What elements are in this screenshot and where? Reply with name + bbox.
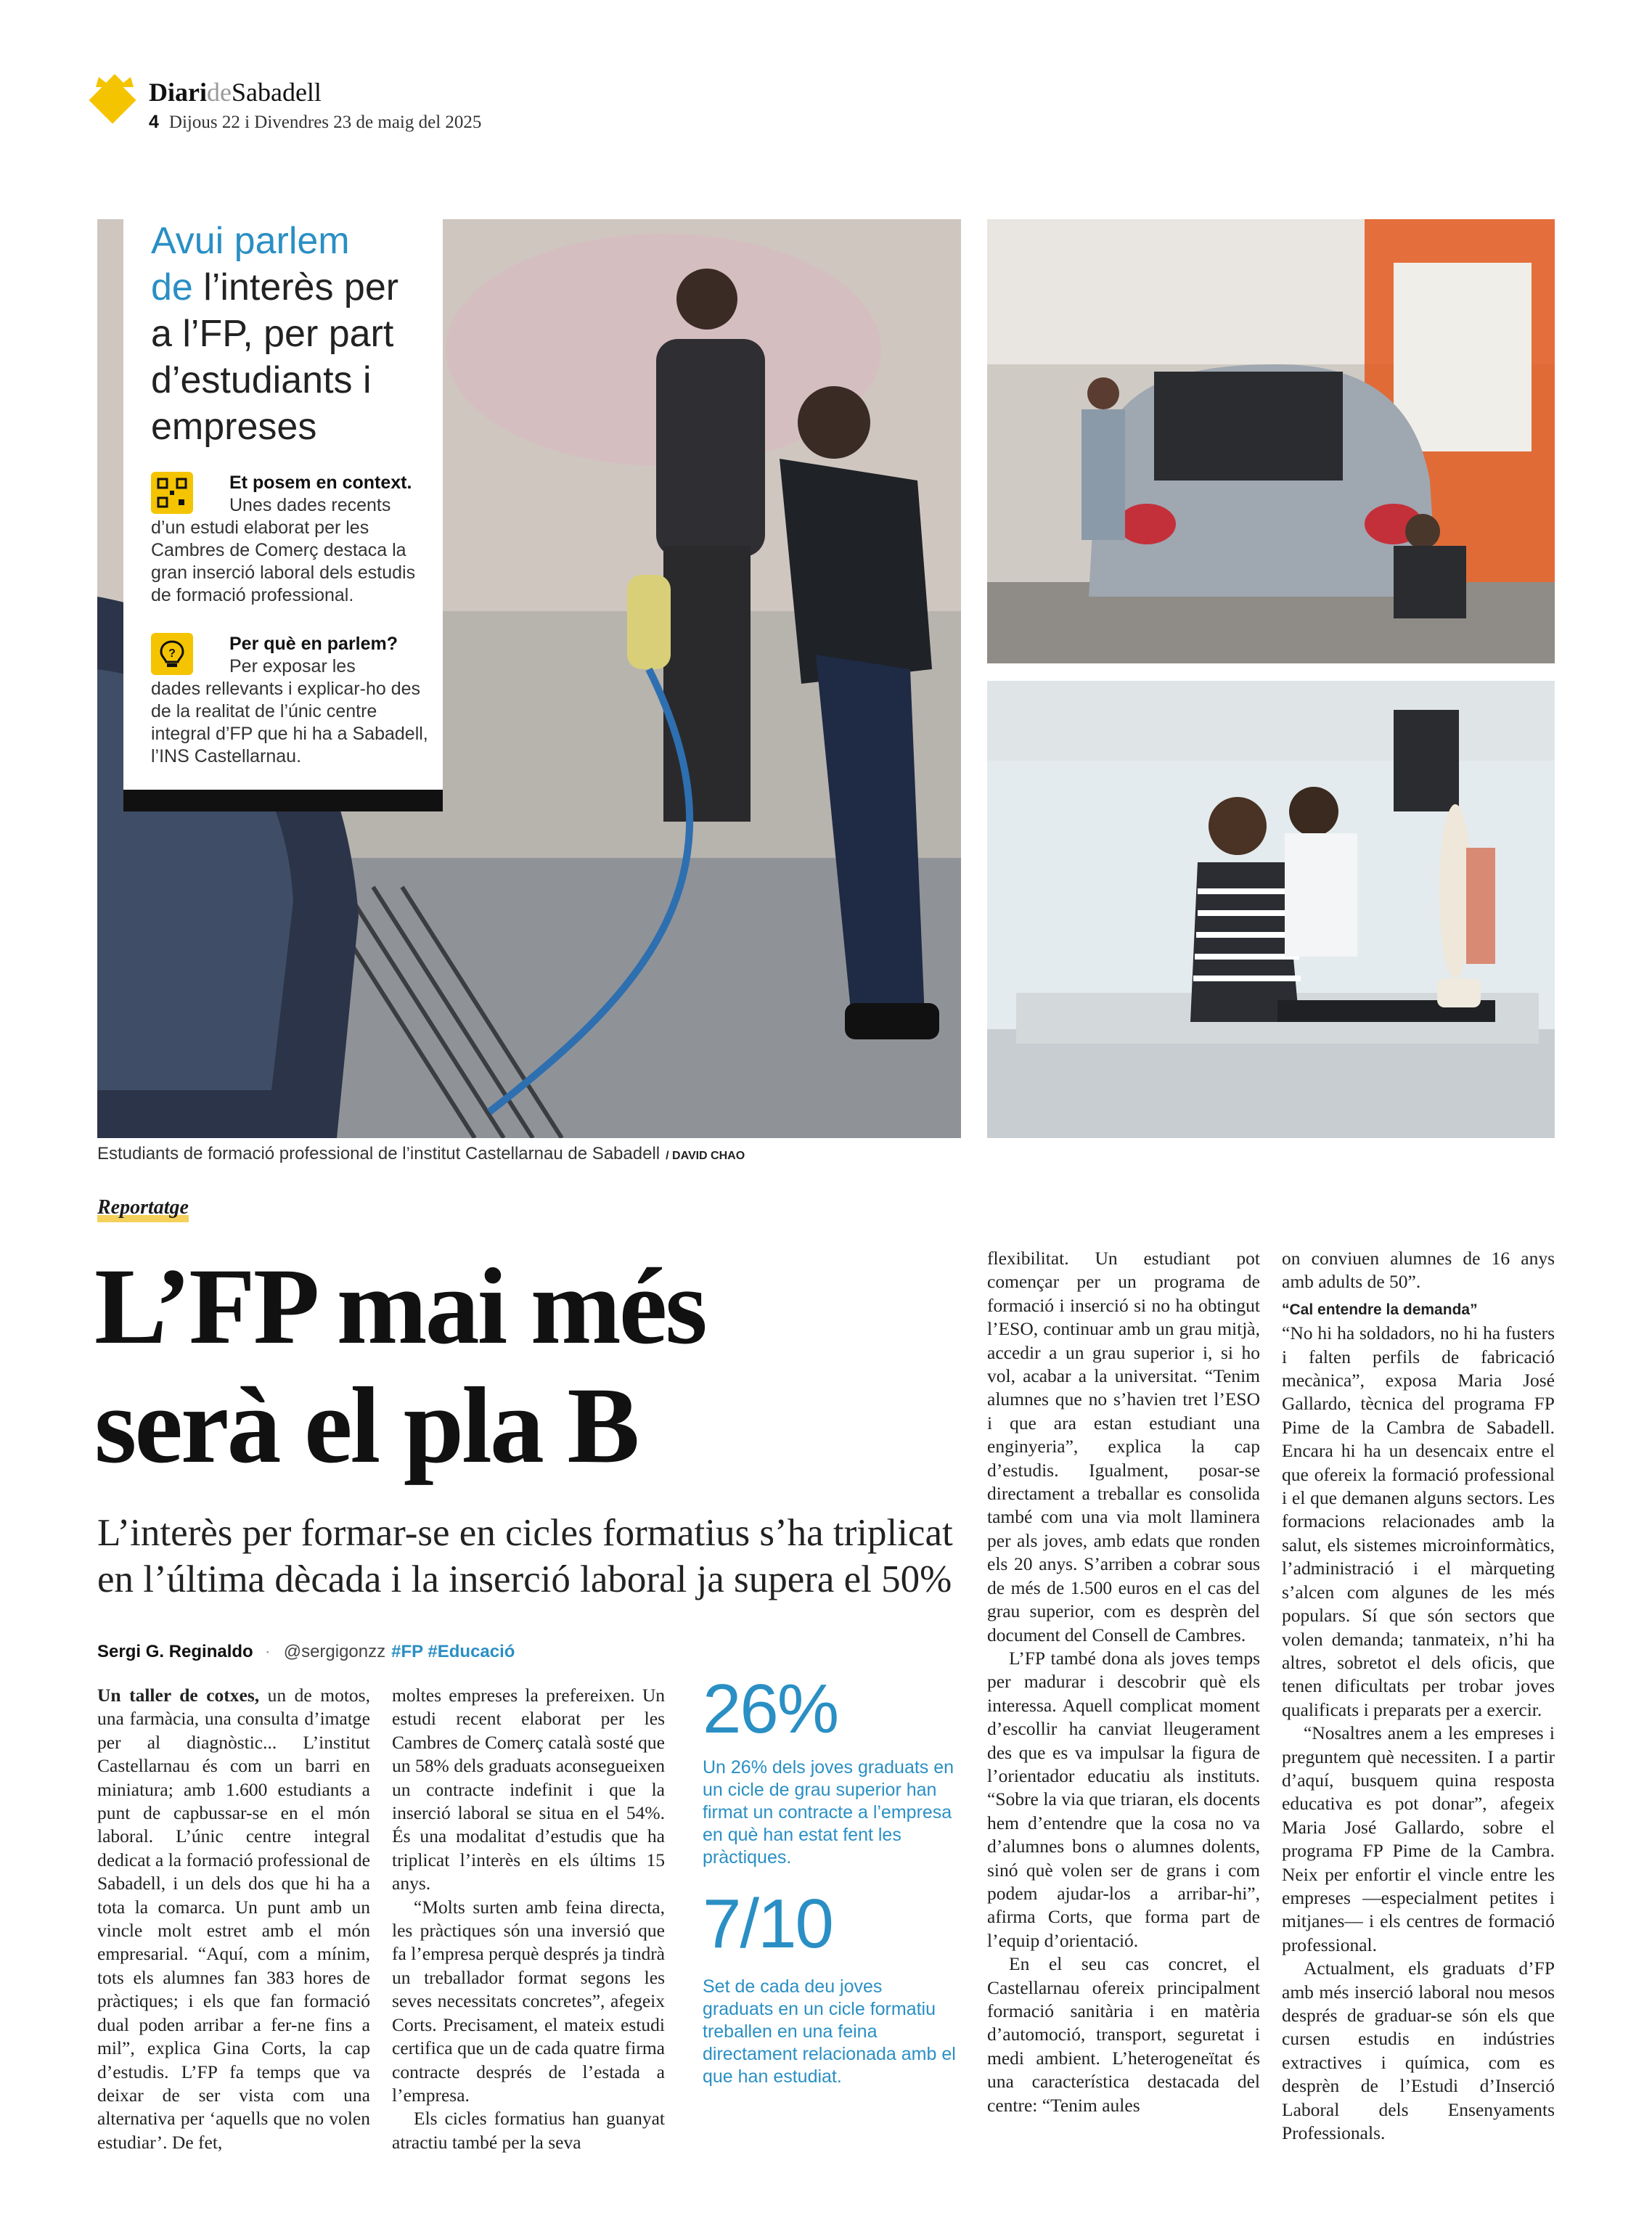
- topic-tags[interactable]: #FP #Educació: [391, 1642, 515, 1661]
- article-column-3: flexibilitat. Un estudiant pot començar per un programa de formació i inserció si no ha obtingut l’ESO, continuar amb un grau mitjà, accedir a un grau superior i, si ho vol, acabar a la universitat. “Tenim alumnes que no s’havien tret l’ESO i que ara estan estudiant una enginyeria”, explica la cap d’estudis. Igualment, posar-se directament a treballar es consolida també com una via molt llaminera per als joves, amb edats que ronden els 20 anys. S’arriben a cobrar sous de més de 1.500 euros en el cas del grau superior, com es desprèn del document del Consell de Cambres. L’FP també dona als joves temps per madurar i descobrir què els interessa. Aquell complicat moment d’escollir ha canviat lleugerament des que es va impulsar la figura de l’orientador educatiu als instituts. “Sobre la via que triaran, els docents hem d’entendre que la cosa no va d’alumnes bons o alumnes dolents, sinó què volen ser de grans i com podem ajudar-los a arribar-hi”, afirma Corts, que forma part de l’equip d’orientació. En el seu cas concret, el Castellarnau ofereix principalment formació sanitària i en matèria d’automoció, transport, seguretat i medi ambient. L’heterogeneïtat és una característica destacada del centre: “Tenim aules: [987, 1248, 1260, 2116]
- subheadline: L’interès per formar-se en cicles formatius s’ha triplicat en l’última dècada i la inserció laboral ja supera el 50%: [97, 1512, 953, 1600]
- byline: Sergi G. Reginaldo · @sergigonzz #FP #Educació: [97, 1642, 515, 1661]
- article-column-1: Un taller de cotxes, un de motos, una farmàcia, una consulta d’imatge per al diagnòstic... L’institut Castellarnau és com un barri en miniatura; amb 1.600 estudiants a punt de capbussar-se en el món laboral. L’únic centre integral dedicat a la formació professional de Sabadell, i un dels dos que hi ha a tota la comarca. Un punt amb un vincle molt estret amb el món empresarial. “Aquí, com a mínim, tots els alumnes fan 383 hores de pràctiques; i els que fan formació dual poden arribar a fer-ne fins a mil”, explica Gina Corts, la cap d’estudis. L’FP fa temps que va deixar de ser vista com una alternativa per ‘aquells que no volen estudiar’. De fet,: [97, 1685, 370, 2153]
- article-column-2: moltes empreses la prefereixen. Un estudi recent elaborat per les Cambres de Comerç català sosté que un 58% dels graduats aconsegueixen un contracte indefinit i que la inserció laboral se situa en el 54%. És una modalitat d’estudis que ha triplicat l’interès en els últims 15 anys. “Molts surten amb feina directa, les pràctiques són una inversió que fa l’empresa perquè després ja tindrà un treballador format segons les seves necessitats concretes”, afegeix Corts. Precisament, el mateix estudi certifica que un de cada quatre firma contracte després de l’estada a l’empresa. Els cicles formatius han guanyat atractiu també per la seva: [392, 1685, 665, 2153]
- section-tag[interactable]: Reportatge: [97, 1201, 189, 1222]
- car-workshop-illustration: [987, 219, 1555, 663]
- stat-26-text: Un 26% dels joves graduats en un cicle de grau superior han firmat un contracte a l’empresa en què han estat fent les pràctiques.: [703, 1757, 954, 1868]
- photo-credit: / DAVID CHAO: [666, 1150, 745, 1162]
- stat-26-percent: 26%: [703, 1670, 838, 1748]
- health-classroom-illustration: [987, 681, 1555, 1138]
- context-item-1: Et posem en context. Unes dades recents d’un estudi elaborat per les Cambres de Comerç destaca la gran inserció laboral dels estudis de formació professional.: [151, 473, 416, 605]
- photo-car-workshop: [987, 219, 1555, 663]
- author-handle[interactable]: @sergigonzz: [283, 1642, 386, 1661]
- context-item-2: Per què en parlem? Per exposar les dades rellevants i explicar-ho des de la realitat de l’únic centre integral d’FP que hi ha a Sabadell, l’INS Castellarnau.: [151, 634, 428, 766]
- page-number: 4: [149, 112, 159, 132]
- context-title: Avui parlem de l’interès per a l’FP, per part d’estudiants i empreses: [151, 220, 399, 448]
- headline: L’FP mai més serà el pla B: [94, 1246, 706, 1486]
- author-name: Sergi G. Reginaldo: [97, 1642, 253, 1661]
- issue-date: Dijous 22 i Divendres 23 de maig del 2025: [168, 113, 482, 132]
- masthead-brand[interactable]: DiarideSabadell: [149, 78, 322, 107]
- photo-caption: Estudiants de formació professional de l’institut Castellarnau de Sabadell / DAVID CHAO: [97, 1144, 745, 1163]
- article-column-4: on conviuen alumnes de 16 anys amb adults de 50”. “Cal entendre la demanda” “No hi ha soldadors, no hi ha fusters i falten perfils de fabricació mecànica”, exposa Maria José Gallardo, tècnica del programa FP Pime de la Cambra de Sabadell. Encara hi ha un desencaix entre el que ofereix la formació professional i el que demanen alguns sectors. Les formacions relacionades amb la salut, els sistemes microinformàtics, l’administració i el màrqueting s’alcen com algunes de les més populars. Sí que són sectors que volen demanda; tanmateix, n’hi ha altres, sobretot el dels oficis, que tenen dificultats per trobar joves qualificats i preparats per a exercir. “Nosaltres anem a les empreses i preguntem què necessiten. I a partir d’aquí, busquem quina resposta educativa es pot donar”, afegeix Maria José Gallardo, sobre el programa FP Pime de la Cambra. Neix per enfortir el vincle entre les empreses —especialment petites i mitjanes— i els centres de formació professional. Actualment, els graduats d’FP amb més inserció laboral nou mesos després de graduar-se són els que cursen estudis en indústries extractives i química, com es desprèn de l’Estudi d’Inserció Laboral dels Ensenyaments Professionals.: [1282, 1248, 1555, 2144]
- stat-7-of-10: 7/10: [703, 1885, 833, 1963]
- context-box-bottom-bar: [123, 790, 443, 811]
- svg-text:?: ?: [168, 647, 176, 660]
- photo-health-classroom: [987, 681, 1555, 1138]
- column-subheading: “Cal entendre la demanda”: [1282, 1301, 1478, 1318]
- stat-7-of-10-text: Set de cada deu joves graduats en un cicle formatiu treballen en una feina directament relacionada amb el que han estudiat.: [703, 1976, 956, 2087]
- page-date-line: [149, 112, 481, 133]
